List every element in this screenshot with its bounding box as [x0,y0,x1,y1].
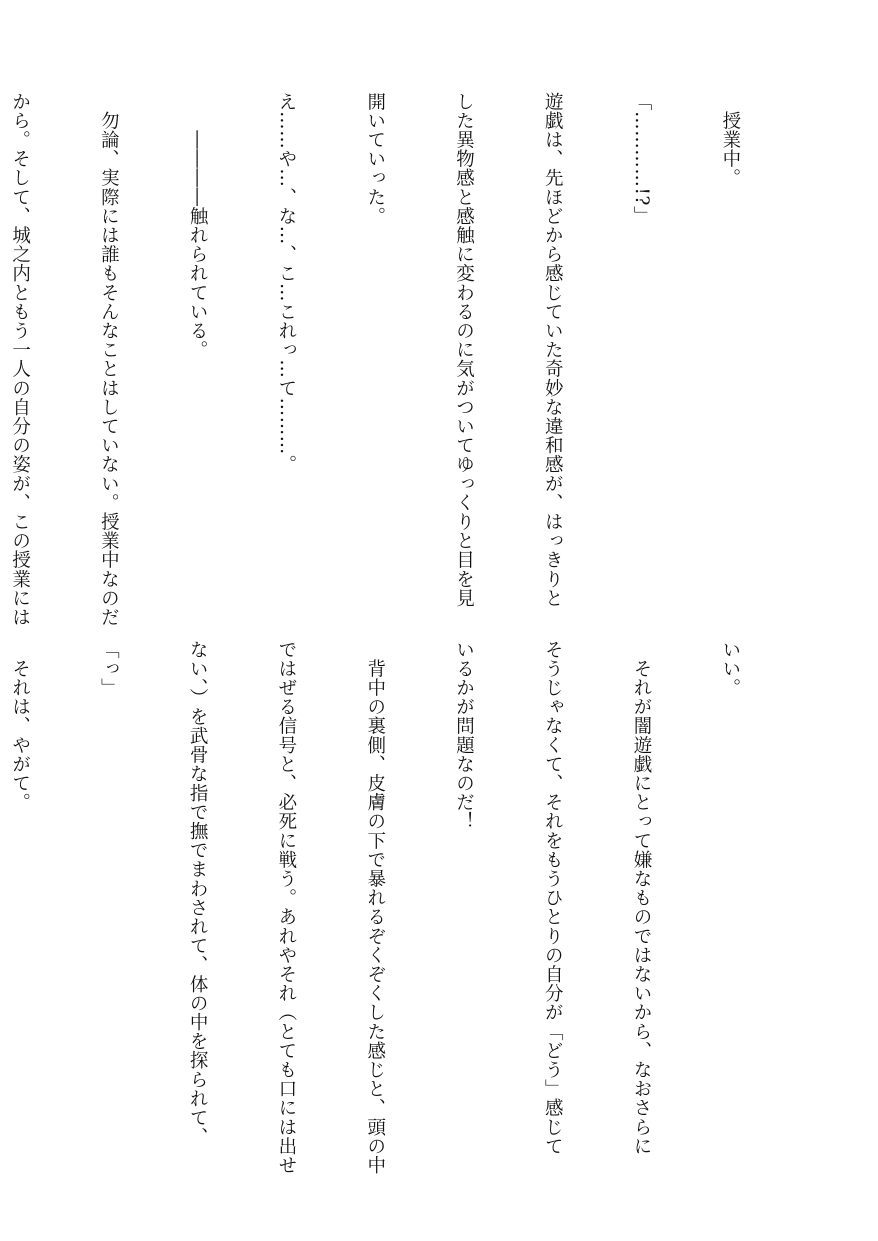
text-line: 背中の裏側、皮膚の下で暴れるぞくぞくした感じと、頭の中 [364,640,386,1175]
text-line: した異物感と感触に変わるのに気がついてゆっくりと目を見 [453,92,475,608]
text-column-bottom [9,640,804,1175]
text-line: 「っ」 [98,640,120,698]
text-line: ない、）を武骨な指で撫でまわされて、体の中を探られて、 [187,640,209,1147]
text-line: いるかが問題なのだ！ [453,640,475,831]
text-line: から。そして、城之内ともう一人の自分の姿が、この授業には [9,92,31,627]
text-line: 遊戯は、先ほどから感じていた奇妙な違和感が、はっきりと [542,92,564,608]
text-line: ではぜる信号と、必死に戦う。あれやそれ（とても口には出せ [275,640,297,1175]
text-line: 勿論、実際には誰もそんなことはしていない。授業中なのだ [98,92,120,627]
text-line: 開いていった。 [364,92,386,226]
text-column-top [9,92,804,627]
text-line: ――――触れられている。 [187,92,209,360]
text-line: 「…………!?」 [631,92,653,226]
text-line: それは、やがて。 [9,640,31,812]
text-line: それが闇遊戯にとって嫌なものではないから、なおさらに [631,640,653,1156]
text-line: 授業中。 [719,92,741,188]
text-line: いい。 [719,640,741,698]
text-line: そうじゃなくて、それをもうひとりの自分が「どう」感じて [542,640,564,1156]
text-line: え……や…、な…、こ…これっ…て………。 [275,92,297,474]
